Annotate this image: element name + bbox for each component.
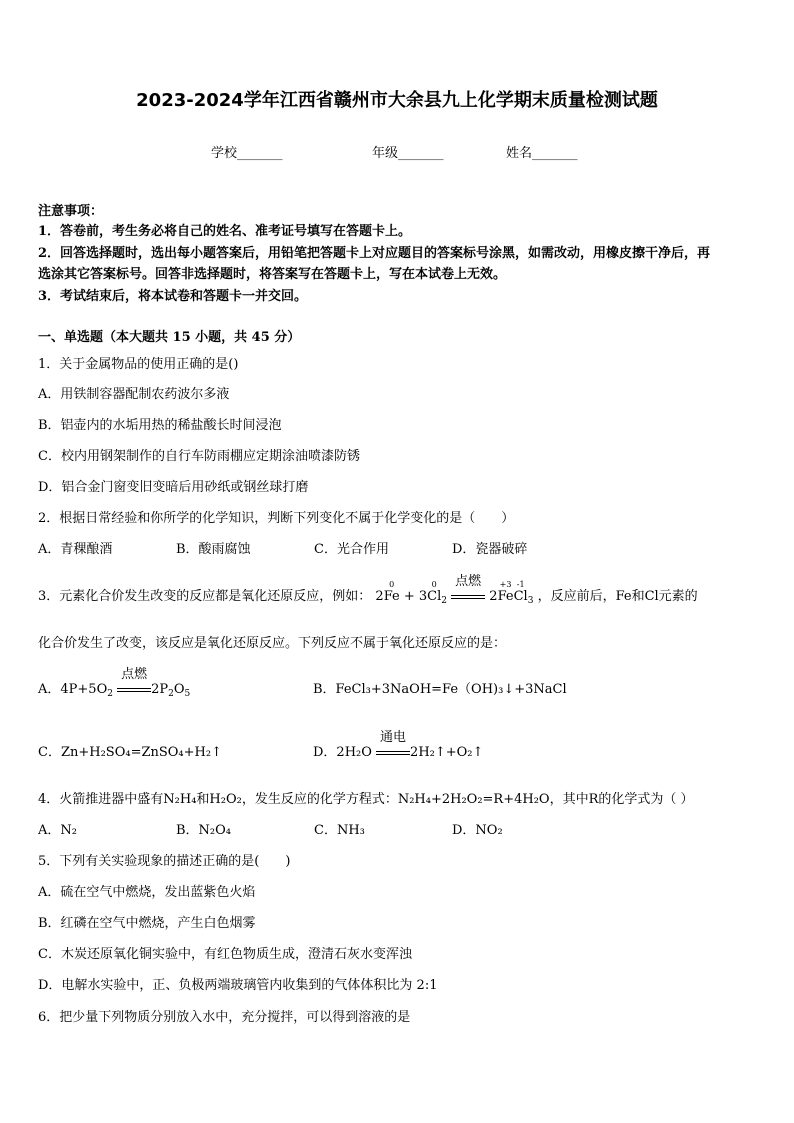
option-b: B．N₂O₄ (176, 823, 232, 838)
option-a: A．硫在空气中燃烧，发出蓝紫色火焰 (38, 885, 256, 900)
option-d: D．2H₂O 通电 2H₂↑+O₂↑ (313, 730, 484, 760)
note-item: 1．答卷前，考生务必将自己的姓名、准考证号填写在答题卡上。 (38, 224, 412, 239)
option-b: B．铝壶内的水垢用热的稀盐酸长时间浸泡 (38, 418, 282, 433)
option-c: C．校内用钢架制作的自行车防雨棚应定期涂油喷漆防锈 (38, 449, 360, 464)
question-stem: 化合价发生了改变，该反应是氧化还原反应。下列反应不属于氧化还原反应的是： (38, 636, 507, 651)
option-c: C．木炭还原氧化铜实验中，有红色物质生成，澄清石灰水变浑浊 (38, 947, 412, 962)
note-item: 2．回答选择题时，选出每小题答案后，用铅笔把答题卡上对应题目的答案标号涂黑，如需改动，用橡皮擦干净后，再 (38, 246, 711, 261)
question-stem-with-equation: 3．元素化合价发生改变的反应都是氧化还原反应，例如： 2 0 Fe + 3 0 $Cl_2$ 点燃 2 +3 Fe -1 $Cl_3$ ，反应前后，Fe和Cl元素的 (38, 574, 698, 606)
options-row (38, 820, 503, 842)
option-a: A．N₂ (38, 823, 77, 838)
option-b: B．酸雨腐蚀 (176, 542, 251, 557)
school-field: 学校_______ (211, 146, 283, 161)
note-item: 选涂其它答案标号。回答非选择题时，将答案写在答题卡上，写在本试卷上无效。 (38, 267, 507, 282)
question-stem: 6．把少量下列物质分别放入水中，充分搅拌，可以得到溶液的是 (38, 1010, 411, 1025)
option-b: B．FeCl₃+3NaOH=Fe（OH)₃↓+3NaCl (313, 682, 567, 697)
question-stem: 2．根据日常经验和你所学的化学知识，判断下列变化不属于化学变化的是（ ） (38, 511, 515, 526)
option-c: C．NH₃ (314, 823, 365, 838)
notes-heading: 注意事项： (38, 204, 104, 219)
option-a: A．用铁制容器配制农药波尔多液 (38, 387, 230, 402)
question-stem: 4．火箭推进器中盛有N₂H₄和H₂O₂，发生反应的化学方程式：N₂H₄+2H₂O₂=R+4H₂O，其中R的化学式为（ ） (38, 792, 694, 807)
equation: 2 0 Fe + 3 0 $Cl_2$ 点燃 2 +3 Fe -1 $Cl_3$ (375, 574, 534, 606)
name-field: 姓名_______ (506, 146, 578, 161)
option-a: A．青稞酿酒 (38, 542, 113, 557)
note-item: 3．考试结束后，将本试卷和答题卡一并交回。 (38, 289, 308, 304)
grade-field: 年级_______ (372, 146, 444, 161)
option-d: D．铝合金门窗变旧变暗后用砂纸或钢丝球打磨 (38, 480, 309, 495)
option-c: C．Zn+H₂SO₄=ZnSO₄+H₂↑ (38, 745, 222, 760)
options-row (38, 539, 527, 561)
section-heading: 一、单选题（本大题共 15 小题，共 45 分） (38, 330, 301, 345)
question-stem: 1．关于金属物品的使用正确的是() (38, 357, 239, 372)
option-d: D．瓷器破碎 (452, 542, 528, 557)
option-b: B．红磷在空气中燃烧，产生白色烟雾 (38, 916, 256, 931)
question-stem: 5．下列有关实验现象的描述正确的是( ) (38, 854, 291, 869)
option-c: C．光合作用 (314, 542, 389, 557)
option-d: D．NO₂ (452, 823, 503, 838)
option-a: A．$4P+5O_2$ 点燃 $2P_2O_5$ (38, 667, 191, 699)
page-title: 2023-2024学年江西省赣州市大余县九上化学期末质量检测试题 (136, 90, 658, 111)
option-d: D．电解水实验中，正、负极两端玻璃管内收集到的气体体积比为 2:1 (38, 978, 438, 993)
